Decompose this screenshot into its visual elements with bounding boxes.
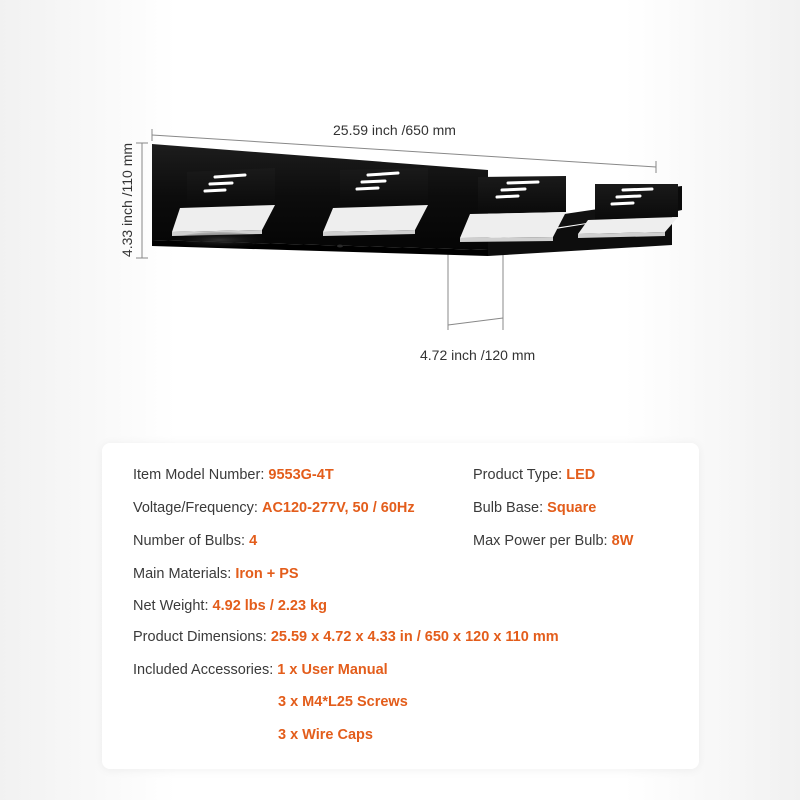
spec-net-weight	[133, 598, 327, 614]
spec-value: 4	[249, 533, 258, 549]
spec-value: Iron + PS	[235, 566, 299, 582]
spec-value: 1 x User Manual	[277, 662, 388, 678]
spec-value: 25.59 x 4.72 x 4.33 in / 650 x 120 x 110 mm	[270, 629, 559, 645]
spec-label: Max Power per Bulb:	[473, 533, 608, 549]
spec-value: AC120-277V, 50 / 60Hz	[261, 500, 415, 516]
spec-bulb-count	[133, 533, 257, 549]
spec-max-power	[473, 533, 633, 549]
height-dimension-line	[136, 143, 148, 258]
spec-label: Net Weight:	[133, 598, 209, 614]
spec-accessories	[133, 662, 388, 678]
spec-value: 9553G-4T	[268, 467, 334, 483]
spec-accessory-screws	[278, 694, 408, 710]
spec-value: LED	[566, 467, 596, 483]
height-dimension-label: 4.33 inch /110 mm	[119, 142, 135, 258]
spec-item-model	[133, 467, 334, 483]
spec-product-type	[473, 467, 595, 483]
spec-value: 3 x M4*L25 Screws	[278, 694, 408, 710]
spec-voltage	[133, 500, 415, 516]
width-dimension-label: 25.59 inch /650 mm	[333, 122, 456, 138]
spec-value: 3 x Wire Caps	[278, 727, 373, 743]
spec-label: Product Type:	[473, 467, 563, 483]
spec-accessory-wire-caps	[278, 727, 373, 743]
spec-label: Product Dimensions:	[133, 629, 267, 645]
spec-value: 4.92 lbs / 2.23 kg	[212, 598, 327, 614]
depth-dimension-label: 4.72 inch /120 mm	[420, 347, 536, 363]
spec-label: Voltage/Frequency:	[133, 500, 258, 516]
depth-dimension-line	[448, 250, 503, 330]
spec-label: Main Materials:	[133, 566, 232, 582]
spec-product-dimensions	[133, 629, 559, 645]
spec-label: Bulb Base:	[473, 500, 544, 516]
spec-label: Item Model Number:	[133, 467, 265, 483]
spec-label: Included Accessories:	[133, 662, 274, 678]
spec-materials	[133, 566, 299, 582]
spec-label: Number of Bulbs:	[133, 533, 246, 549]
spec-value: Square	[547, 500, 597, 516]
spec-value: 8W	[611, 533, 634, 549]
spec-bulb-base	[473, 500, 596, 516]
